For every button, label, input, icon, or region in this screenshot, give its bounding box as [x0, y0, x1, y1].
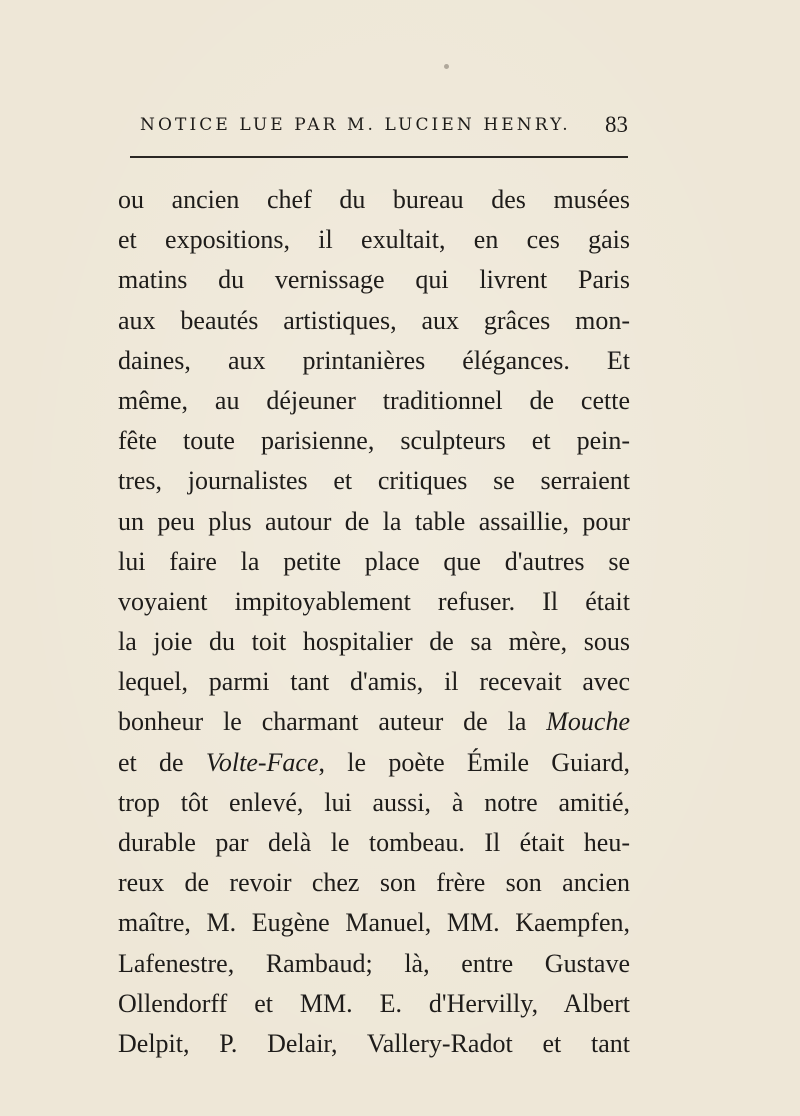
text-line: la joie du toit hospitalier de sa mère, sous — [118, 627, 630, 657]
text-line: trop tôt enlevé, lui aussi, à notre amitié, — [118, 787, 630, 817]
text-line: Lafenestre, Rambaud; là, entre Gustave — [118, 948, 630, 978]
text-line: aux beautés artistiques, aux grâces mon- — [118, 305, 630, 335]
text-line: même, au déjeuner traditionnel de cette — [118, 385, 630, 415]
text-line: durable par delà le tombeau. Il était heu- — [118, 828, 630, 857]
page-header — [140, 112, 628, 142]
text-line: lui faire la petite place que d'autres se — [118, 546, 630, 576]
text-line: bonheur le charmant auteur de la Mouche — [118, 707, 630, 737]
text-line: Ollendorff et MM. E. d'Hervilly, Albert — [118, 988, 630, 1018]
ink-speck — [444, 64, 449, 69]
text-line: ou ancien chef du bureau des musées — [118, 185, 630, 214]
running-title: NOTICE LUE PAR M. LUCIEN HENRY. — [140, 115, 571, 135]
text-line: daines, aux printanières élégances. Et — [118, 345, 630, 375]
text-line: matins du vernissage qui livrent Paris — [118, 265, 630, 295]
text-line: maître, M. Eugène Manuel, MM. Kaempfen, — [118, 908, 630, 938]
text-line: voyaient impitoyablement refuser. Il était — [118, 586, 630, 616]
text-line: et de Volte-Face, le poète Émile Guiard, — [118, 747, 631, 777]
header-rule — [130, 156, 628, 158]
text-line: Delpit, P. Delair, Vallery-Radot et tant — [118, 1028, 630, 1058]
text-line: reux de revoir chez son frère son ancien — [118, 868, 630, 898]
text-line: un peu plus autour de la table assaillie, pour — [118, 506, 630, 536]
text-line: fête toute parisienne, sculpteurs et pein- — [118, 426, 630, 456]
text-line: lequel, parmi tant d'amis, il recevait avec — [118, 667, 630, 697]
body-text — [118, 180, 630, 1064]
text-line: et expositions, il exultait, en ces gais — [118, 225, 630, 255]
page-number: 83 — [605, 112, 628, 137]
text-line: tres, journalistes et critiques se serraient — [118, 466, 630, 496]
